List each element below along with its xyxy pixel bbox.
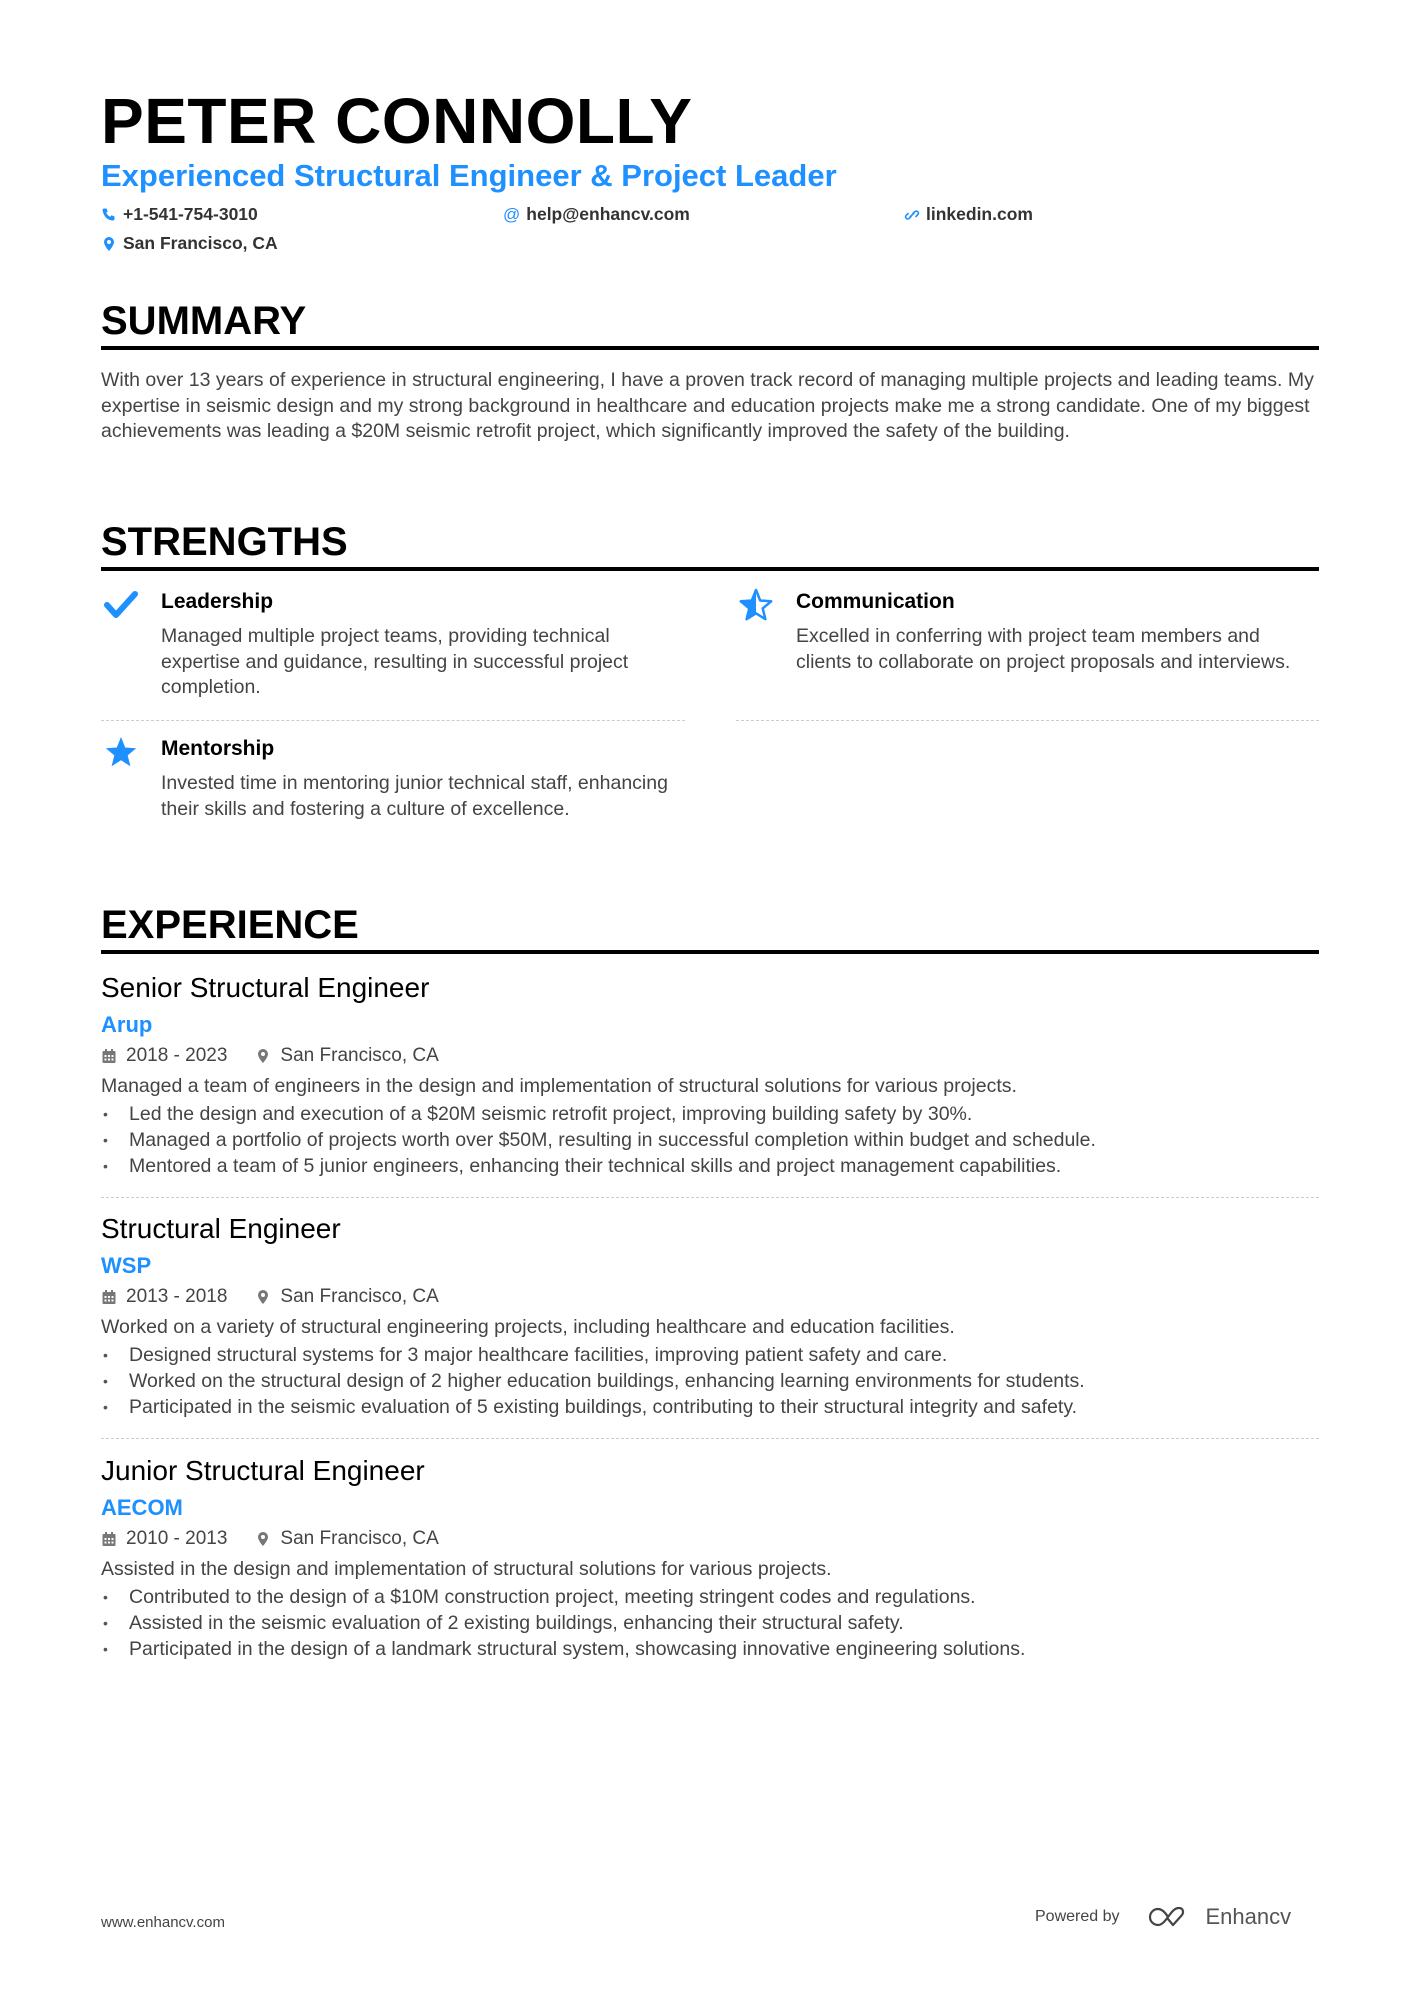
bullet-item: • Managed a portfolio of projects worth over $50M, resulting in successful completion within budget and schedule. bbox=[101, 1128, 1319, 1154]
job-dates: 2013 - 2018 bbox=[126, 1286, 228, 1307]
contact-link[interactable] bbox=[904, 204, 1033, 225]
strengths-heading: STRENGTHS bbox=[101, 519, 1319, 571]
divider bbox=[101, 1438, 1319, 1439]
link-icon bbox=[904, 207, 920, 223]
company-name[interactable]: Arup bbox=[101, 1012, 153, 1037]
calendar-icon bbox=[101, 1289, 117, 1305]
divider bbox=[736, 720, 1319, 721]
contact-location bbox=[101, 233, 278, 254]
enhancv-logo-icon bbox=[1148, 1904, 1194, 1930]
job-dates: 2010 - 2013 bbox=[126, 1528, 228, 1549]
contact-phone[interactable] bbox=[101, 204, 258, 225]
job-title: Structural Engineer bbox=[101, 1213, 341, 1244]
job-entry bbox=[101, 1454, 1319, 1662]
location-pin-icon bbox=[255, 1048, 271, 1064]
job-location: San Francisco, CA bbox=[280, 1528, 439, 1549]
phone-icon bbox=[101, 207, 117, 223]
at-icon: @ bbox=[503, 204, 521, 224]
job-entry bbox=[101, 1212, 1319, 1420]
experience-heading: EXPERIENCE bbox=[101, 902, 1319, 954]
job-bullets bbox=[101, 1102, 1319, 1179]
phone-text: +1-541-754-3010 bbox=[123, 204, 258, 224]
half-star-icon bbox=[738, 588, 774, 622]
brand-name: Enhancv bbox=[1205, 1904, 1292, 1929]
calendar-icon bbox=[101, 1531, 117, 1547]
bullet-item: • Mentored a team of 5 junior engineers, enhancing their technical skills and project management capabilities. bbox=[101, 1154, 1319, 1180]
job-entry bbox=[101, 971, 1319, 1179]
location-pin-icon bbox=[101, 236, 117, 252]
location-text: San Francisco, CA bbox=[123, 233, 278, 253]
bullet-item: • Participated in the seismic evaluation of 5 existing buildings, contributing to their structural integrity and safety. bbox=[101, 1395, 1319, 1421]
strength-title: Leadership bbox=[161, 590, 274, 613]
summary-heading: SUMMARY bbox=[101, 298, 1319, 350]
strength-desc: Invested time in mentoring junior technical staff, enhancing their skills and fostering a culture of excellence. bbox=[161, 772, 668, 820]
strength-desc: Managed multiple project teams, providing technical expertise and guidance, resulting in successful project completion. bbox=[161, 625, 629, 699]
strength-title: Communication bbox=[796, 590, 955, 613]
contact-email[interactable] bbox=[503, 204, 690, 225]
job-title: Senior Structural Engineer bbox=[101, 972, 430, 1003]
job-description: Managed a team of engineers in the design and implementation of structural solutions for various projects. bbox=[101, 1075, 1017, 1097]
strength-desc: Excelled in conferring with project team members and clients to collaborate on project proposals and interviews. bbox=[796, 625, 1291, 673]
job-location: San Francisco, CA bbox=[280, 1045, 439, 1066]
check-icon bbox=[103, 588, 139, 622]
candidate-title: Experienced Structural Engineer & Project Leader bbox=[101, 158, 837, 193]
powered-by-label: Powered by bbox=[1035, 1908, 1120, 1925]
bullet-item: • Designed structural systems for 3 major healthcare facilities, improving patient safety and care. bbox=[101, 1343, 1319, 1369]
footer-url[interactable]: www.enhancv.com bbox=[101, 1914, 225, 1931]
job-dates: 2018 - 2023 bbox=[126, 1045, 228, 1066]
job-title: Junior Structural Engineer bbox=[101, 1455, 425, 1486]
divider bbox=[101, 1197, 1319, 1198]
job-location: San Francisco, CA bbox=[280, 1286, 439, 1307]
job-bullets bbox=[101, 1343, 1319, 1420]
summary-text: With over 13 years of experience in structural engineering, I have a proven track record of managing multiple projects and leading teams. My expertise in seismic design and my strong background in healthcare and education projects make me a strong candidate. One of my biggest achievements was leading a $20M seismic retrofit project, which significantly improved the safety of the building. bbox=[101, 369, 1314, 443]
bullet-item: • Participated in the design of a landmark structural system, showcasing innovative engineering solutions. bbox=[101, 1637, 1319, 1663]
email-text: help@enhancv.com bbox=[526, 204, 690, 224]
bullet-item: • Led the design and execution of a $20M seismic retrofit project, improving building safety by 30%. bbox=[101, 1102, 1319, 1128]
calendar-icon bbox=[101, 1048, 117, 1064]
job-description: Assisted in the design and implementation of structural solutions for various projects. bbox=[101, 1558, 832, 1580]
location-pin-icon bbox=[255, 1289, 271, 1305]
star-icon bbox=[103, 735, 139, 769]
divider bbox=[101, 720, 685, 721]
link-text: linkedin.com bbox=[926, 204, 1033, 224]
bullet-item: • Contributed to the design of a $10M construction project, meeting stringent codes and regulations. bbox=[101, 1585, 1319, 1611]
company-name[interactable]: AECOM bbox=[101, 1495, 183, 1520]
bullet-item: • Assisted in the seismic evaluation of 2 existing buildings, enhancing their structural safety. bbox=[101, 1611, 1319, 1637]
job-bullets bbox=[101, 1585, 1319, 1662]
strength-title: Mentorship bbox=[161, 737, 275, 760]
candidate-name: PETER CONNOLLY bbox=[101, 85, 693, 157]
bullet-item: • Worked on the structural design of 2 higher education buildings, enhancing learning environments for students. bbox=[101, 1369, 1319, 1395]
location-pin-icon bbox=[255, 1531, 271, 1547]
company-name[interactable]: WSP bbox=[101, 1253, 152, 1278]
footer-branding[interactable] bbox=[1035, 1904, 1291, 1930]
job-description: Worked on a variety of structural engineering projects, including healthcare and education facilities. bbox=[101, 1316, 955, 1338]
